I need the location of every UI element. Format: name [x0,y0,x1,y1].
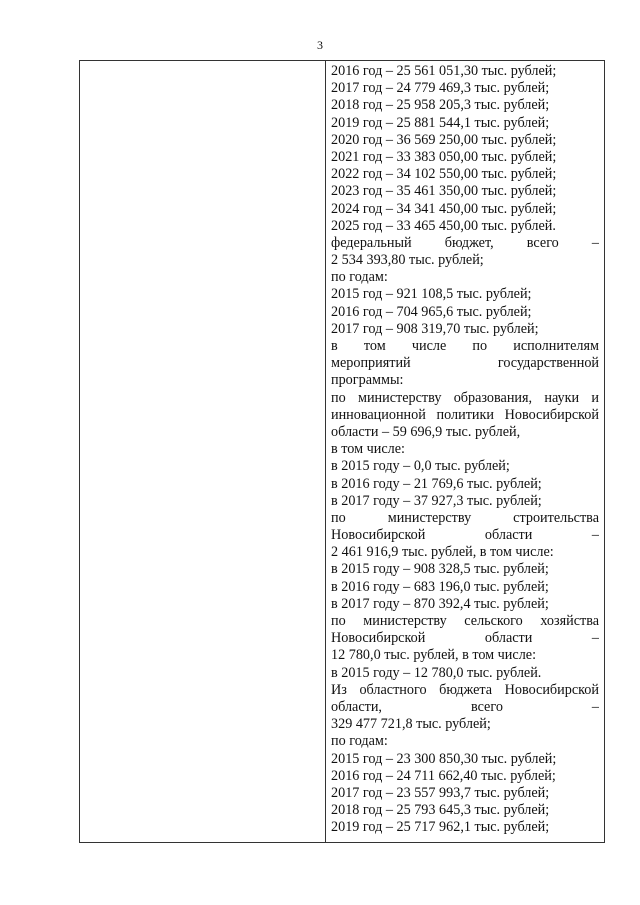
text-line: в том числе: [331,441,405,458]
text-line: в 2017 году – 870 392,4 тыс. рублей; [331,595,549,612]
text-line: 2015 год – 23 300 850,30 тыс. рублей; [331,750,557,767]
text-line: 2020 год – 36 569 250,00 тыс. рублей; [331,131,557,148]
text-line: по министерству образования, науки и [331,389,599,406]
page-number: 3 [317,38,323,52]
text-line: 2017 год – 908 319,70 тыс. рублей; [331,320,539,337]
text-line: в 2016 году – 21 769,6 тыс. рублей; [331,475,542,492]
text-line: по министерству строительства [331,509,599,526]
text-line: 2016 год – 24 711 662,40 тыс. рублей; [331,767,556,784]
text-line: 2017 год – 23 557 993,7 тыс. рублей; [331,784,550,801]
text-line: 2019 год – 25 881 544,1 тыс. рублей; [331,114,550,131]
text-line: по министерству сельского хозяйства [331,613,599,629]
text-line: в том числе по исполнителям [331,338,599,354]
table-right-cell [326,61,604,842]
text-line: 2016 год – 704 965,6 тыс. рублей; [331,303,532,320]
text-line: области, всего – [331,698,599,715]
text-line: 2022 год – 34 102 550,00 тыс. рублей; [331,166,557,183]
text-line: 2024 год – 34 341 450,00 тыс. рублей; [331,200,557,217]
text-line: в 2017 году – 37 927,3 тыс. рублей; [331,492,542,509]
text-line: по годам: [331,733,388,750]
text-line: Из областного бюджета Новосибирской [331,681,599,698]
text-line: Новосибирской области – [331,630,599,647]
text-line: 329 477 721,8 тыс. рублей; [331,716,491,733]
text-line: 12 780,0 тыс. рублей, в том числе: [331,647,537,664]
text-line: 2016 год – 25 561 051,30 тыс. рублей; [331,63,557,79]
text-line: 2023 год – 35 461 350,00 тыс. рублей; [331,183,557,200]
text-line: 2018 год – 25 793 645,3 тыс. рублей; [331,802,550,819]
document-table [79,60,605,843]
text-line: инновационной политики Новосибирской [331,406,599,423]
text-line: 2025 год – 33 465 450,00 тыс. рублей. [331,217,556,234]
table-left-cell [80,61,326,842]
text-line: в 2015 году – 12 780,0 тыс. рублей. [331,664,542,681]
text-line: в 2015 году – 0,0 тыс. рублей; [331,458,510,475]
text-line: области – 59 696,9 тыс. рублей, [331,423,521,440]
text-line: по годам: [331,269,388,286]
text-line: 2015 год – 921 108,5 тыс. рублей; [331,286,532,303]
text-line: 2017 год – 24 779 469,3 тыс. рублей; [331,80,550,97]
text-line: мероприятий государственной [331,355,599,372]
text-line: в 2016 году – 683 196,0 тыс. рублей; [331,578,549,595]
text-line: программы: [331,372,404,389]
text-line: в 2015 году – 908 328,5 тыс. рублей; [331,561,549,578]
text-line: 2 461 916,9 тыс. рублей, в том числе: [331,544,554,561]
text-line: Новосибирской области – [331,527,599,544]
text-line: 2018 год – 25 958 205,3 тыс. рублей; [331,97,550,114]
text-line: 2019 год – 25 717 962,1 тыс. рублей; [331,819,550,836]
text-line: федеральный бюджет, всего – [331,234,599,251]
text-line: 2021 год – 33 383 050,00 тыс. рублей; [331,148,557,165]
text-line: 2 534 393,80 тыс. рублей; [331,252,484,269]
